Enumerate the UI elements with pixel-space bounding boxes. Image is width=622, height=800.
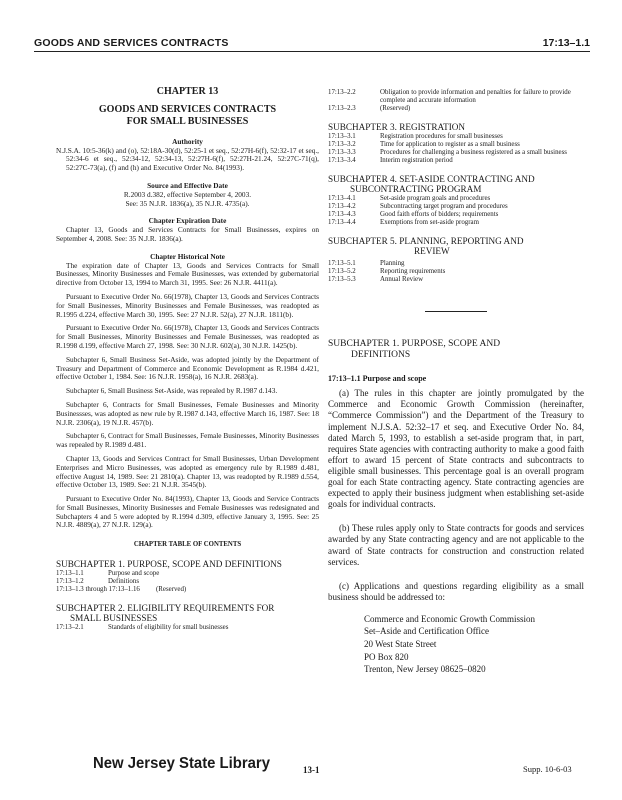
paragraph-b: (b) These rules apply only to State contracts for goods and services awarded by any State contracting agency and are not applicable to the award of State contracts for construction and construction related services. <box>328 523 584 567</box>
toc-subchapter-1 <box>56 559 319 570</box>
toc-entry[interactable] <box>56 570 319 578</box>
authority-text: N.J.S.A. 10:5-36(k) and (o), 52:18A-30(d), 52:25-1 et seq., 52:27H-6(f), 52:32-17 et seq., 52:34-6 et seq., 52:34-12, 52:34-13, 52:27H-6(f), 52:27H-21.24, 52:27C-71(q), 52:27C-73(a), (f) and (h) and Executive Order No. 84(1993). <box>56 145 319 173</box>
toc-entry[interactable] <box>328 260 584 268</box>
toc-entry-title: Exemptions from set-aside program <box>380 218 479 226</box>
right-column <box>328 60 584 676</box>
toc-entry-title: Set-aside program goals and procedures <box>380 194 491 202</box>
header-rule <box>34 51 590 52</box>
source-line2: See: 35 N.J.R. 1836(a), 35 N.J.R. 4735(a). <box>125 198 250 208</box>
toc-entry-number: 17:13–4.4 <box>328 218 356 226</box>
toc-subchapter-title: SUBCHAPTER 5. PLANNING, REPORTING AND <box>328 235 524 246</box>
address-line: Trenton, New Jersey 08625–0820 <box>364 664 486 675</box>
subchapter-1-title: SUBCHAPTER 1. PURPOSE, SCOPE AND <box>328 338 501 349</box>
toc-entry[interactable] <box>328 89 584 105</box>
toc-entry[interactable] <box>328 133 584 141</box>
library-stamp: New Jersey State Library <box>93 755 271 772</box>
toc-entry[interactable] <box>328 211 584 219</box>
toc-entry-title: Annual Review <box>380 275 424 283</box>
chapter-label: CHAPTER 13 <box>156 86 219 97</box>
toc-entry-number: 17:13–3.2 <box>328 140 356 148</box>
toc-entry[interactable] <box>328 219 584 227</box>
running-header <box>34 37 590 51</box>
toc-entry-number: 17:13–4.1 <box>328 194 356 202</box>
toc-entry[interactable] <box>56 586 319 594</box>
address-line: PO Box 820 <box>364 651 409 662</box>
history-paragraph: Pursuant to Executive Order No. 84(1993), Chapter 13, Goods and Service Contracts for Small Businesses, Minority Businesses and Female Businesses was redesignated and Subchapters 4 and 5 were adopted by R.1994 d.309, effective January 3, 1995. See: 25 N.J.R. 4889(a), 27 N.J.R. 129(a). <box>56 494 319 530</box>
history-paragraph: Chapter 13, Goods and Services Contract for Small Businesses, Urban Development Enterprises and Micro Businesses, was adopted as emergency rule by R.1989 d.481, effective August 14, 1989. See: 21 2810(a). Chapter 13, was readopted by R.1989 d.554, effective October 13, 1989. See: 21 N.J.R. 3545(b). <box>56 453 319 490</box>
subchapter-1-title-cont: DEFINITIONS <box>351 349 411 360</box>
toc-entry-title: Obligation to provide information and penalties for failure to provide complete and accurate information <box>380 89 571 104</box>
subchapter-1-heading <box>328 339 584 361</box>
toc-entry[interactable] <box>328 149 584 157</box>
history-paragraph: Subchapter 6, Small Business Set-Aside, was adopted jointly by the Department of Treasury and Department of Commerce and Economic Development as R.1984 d.421, effective October 1, 1984. See: 16 N.J.R. 1958(a), 16 N.J.R. 2683(a). <box>56 354 319 382</box>
toc-entry-title: Time for application to register as a small business <box>380 140 520 148</box>
toc-entry-number: 17:13–3.3 <box>328 148 356 156</box>
toc-subchapter-title-cont: REVIEW <box>414 246 450 256</box>
supplement-date: Supp. 10-6-03 <box>523 764 572 774</box>
history-paragraph: Pursuant to Executive Order No. 66(1978), Chapter 13, Goods and Services Contracts for Small Businesses, Minority Businesses and Female Businesses, was readopted as R.1995 d.224, effective March 30, 1995. See: 27 N.J.R. 52(a), 27 N.J.R. 1811(b). <box>56 291 319 319</box>
history-paragraph: Subchapter 6, Contract for Small Businesses, Female Businesses, Minority Businesses was repealed by R.1989 d.481. <box>56 431 319 450</box>
toc-entry-title: Good faith efforts of bidders; requirements <box>380 210 499 218</box>
toc-entry-title: Purpose and scope <box>108 569 160 577</box>
toc-subchapter-title: SUBCHAPTER 2. ELIGIBILITY REQUIREMENTS FOR <box>56 602 275 613</box>
chapter-title <box>56 104 319 129</box>
history-paragraph: The expiration date of Chapter 13, Goods and Services Contracts for Small Businesses, Minority Businesses and Female Businesses, was extended by gubernatorial directive from October 13, 1994 to March 31, 1995. See: 26 N.J.R. 4411(a). <box>56 260 319 288</box>
expiration-text: Chapter 13, Goods and Services Contracts for Small Businesses, expires on September 4, 2008. See: 35 N.J.R. 1836(a). <box>56 225 319 243</box>
page-number: 13-1 <box>303 765 320 775</box>
toc-entry-title: Reporting requirements <box>380 267 446 275</box>
toc-entry-number: 17:13–5.3 <box>328 275 356 283</box>
toc-entry[interactable] <box>328 195 584 203</box>
address-line: Set–Aside and Certification Office <box>364 626 490 637</box>
toc-entry[interactable] <box>328 276 584 284</box>
header-section-number: 17:13–1.1 <box>542 37 590 49</box>
toc-heading: CHAPTER TABLE OF CONTENTS <box>133 541 242 549</box>
toc-entry[interactable] <box>328 157 584 165</box>
chapter-title-line1: GOODS AND SERVICES CONTRACTS <box>98 103 277 115</box>
source-line1: R.2003 d.382, effective September 4, 2003. <box>123 189 252 199</box>
toc-entry-title: Registration procedures for small businesses <box>380 132 503 140</box>
paragraph-c: (c) Applications and questions regarding eligibility as a small business should be addressed to: <box>328 580 584 602</box>
toc-subchapter-title: SUBCHAPTER 1. PURPOSE, SCOPE AND DEFINITIONS <box>56 559 282 570</box>
section-divider <box>425 311 487 312</box>
history-heading: Chapter Historical Note <box>150 251 225 261</box>
toc-entry-number: 17:13–1.1 <box>56 569 84 577</box>
toc-entry[interactable] <box>56 578 319 586</box>
authority-heading: Authority <box>172 136 203 146</box>
toc-entry-title: (Reserved) <box>380 105 411 112</box>
toc-entry-number: 17:13–4.3 <box>328 210 356 218</box>
toc-entry-title: Procedures for challenging a business registered as a small business <box>380 148 567 156</box>
toc-subchapter-4 <box>328 174 584 195</box>
toc-subchapter-title-cont: SMALL BUSINESSES <box>70 613 158 624</box>
toc-entry-number: 17:13–5.2 <box>328 267 356 275</box>
toc-subchapter-title-cont: SUBCONTRACTING PROGRAM <box>350 184 482 194</box>
toc-entry-number: 17:13–3.4 <box>328 156 356 164</box>
toc-entry-title: Definitions <box>108 577 140 585</box>
history-paragraph: Pursuant to Executive Order No. 66(1978), Chapter 13, Goods and Services Contracts for Small Businesses, Minority Businesses and Female Businesses, was readopted as R.1998 d.199, effective March 27, 1998. See: 30 N.J.R. 602(a), 30 N.J.R. 1425(b). <box>56 323 319 350</box>
toc-entry-number: 17:13–4.2 <box>328 202 356 210</box>
toc-entry[interactable] <box>328 203 584 211</box>
toc-entry-number: 17:13–1.2 <box>56 577 84 585</box>
address-line: Commerce and Economic Growth Commission <box>364 613 535 624</box>
header-title: GOODS AND SERVICES CONTRACTS <box>34 37 229 49</box>
history-paragraph: Subchapter 6, Contracts for Small Businesses, Female Businesses and Minority Businessses, was adopted as new rule by R.1987 d.143, effective March 16, 1987. See: 18 N.J.R. 2306(a), 19 N.J.R. 457(b). <box>56 399 319 427</box>
toc-entry-title: Planning <box>380 259 405 267</box>
toc-entry-title: Standards of eligibility for small businesses <box>108 623 229 631</box>
toc-subchapter-3 <box>328 122 584 133</box>
toc-subchapter-title: SUBCHAPTER 4. SET-ASIDE CONTRACTING AND <box>328 173 535 184</box>
toc-entry[interactable] <box>56 624 319 632</box>
toc-subchapter-title: SUBCHAPTER 3. REGISTRATION <box>328 122 466 132</box>
toc-entry-title: Interim registration period <box>380 156 453 164</box>
paragraph-a: (a) The rules in this chapter are jointly promulgated by the Commerce and Economic Growth Commission (hereinafter, “Commerce Commission”) and the Department of the Treasury to implement N.J.S.A. 52:32–17 et seq. and Executive Order No. 84, dated March 5, 1993, to establish a set-aside program that, in part, requires State agencies with contracting authority to make a good faith effort to award 15 percent of State contracts and subcontracts to eligible small businesses. This percentage goal is an overall program goal for each State contracting agency. State contracting agencies are expected to apply their business judgment when establishing set-aside goals for individual contracts. <box>328 388 584 510</box>
chapter-title-line2: FOR SMALL BUSINESSES <box>126 116 249 128</box>
toc-entry-number: 17:13–1.3 through 17:13–1.16 <box>56 585 140 593</box>
toc-entry-number: 17:13–3.1 <box>328 132 356 140</box>
toc-entry-number: 17:13–2.3 <box>328 105 356 112</box>
toc-entry[interactable] <box>328 105 584 113</box>
toc-entry-number: 17:13–2.2 <box>328 89 356 96</box>
toc-entry-title: Subcontracting target program and procedures <box>380 202 508 210</box>
toc-entry-number: 17:13–5.1 <box>328 259 356 267</box>
toc-entry[interactable] <box>328 268 584 276</box>
mailing-address <box>328 613 584 676</box>
expiration-heading: Chapter Expiration Date <box>148 216 227 226</box>
left-column <box>56 60 319 632</box>
toc-entry-number: 17:13–2.1 <box>56 623 84 631</box>
history-paragraph: Subchapter 6, Small Business Set-Aside, was repealed by R.1987 d.143. <box>66 386 278 396</box>
source-heading: Source and Effective Date <box>147 180 228 190</box>
toc-entry-title: (Reserved) <box>156 585 187 593</box>
toc-subchapter-5 <box>328 236 584 257</box>
address-line: 20 West State Street <box>364 639 437 650</box>
toc-entry[interactable] <box>328 141 584 149</box>
toc-subchapter-2 <box>56 603 319 624</box>
section-heading: 17:13–1.1 Purpose and scope <box>328 373 427 383</box>
